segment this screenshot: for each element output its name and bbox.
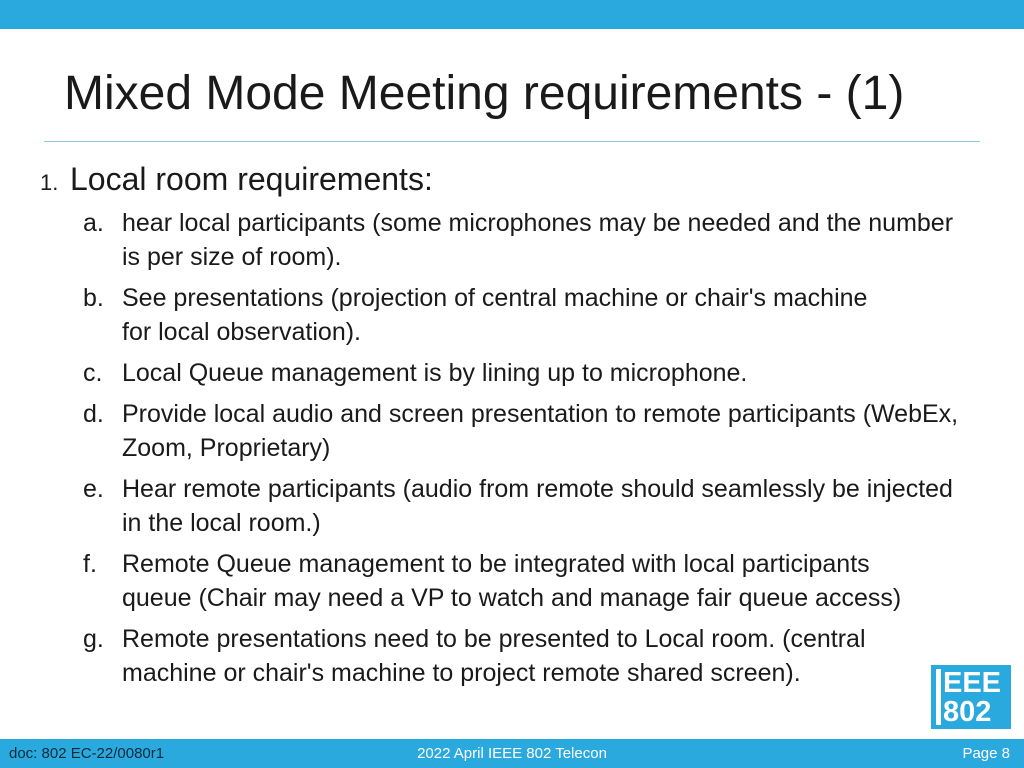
subitem-text: Remote Queue management to be integrated with local participants queue (Chair may need a VP to watch and manage fair queue access) bbox=[122, 550, 902, 612]
subitem-text: Remote presentations need to be presented to Local room. (central machine or chair's machine to project remote shared screen). bbox=[122, 625, 866, 687]
footer-center: 2022 April IEEE 802 Telecon bbox=[417, 745, 607, 762]
item-number: 1. bbox=[40, 170, 59, 195]
subitem-text: hear local participants (some microphones may be needed and the number is per size of room). bbox=[122, 209, 954, 271]
subitem-letter: b. bbox=[83, 284, 104, 312]
subitem-letter: c. bbox=[83, 359, 103, 387]
footer-doc-number: doc: 802 EC-22/0080r1 bbox=[9, 745, 165, 762]
subitem-text: Local Queue management is by lining up to microphone. bbox=[122, 359, 748, 387]
subitem-g bbox=[40, 622, 980, 690]
ieee-802-logo bbox=[931, 665, 1011, 729]
logo-text-top: EEE bbox=[943, 667, 1002, 699]
subitem-b bbox=[40, 281, 980, 349]
logo-text-bottom: 802 bbox=[943, 696, 992, 728]
subitem-letter: g. bbox=[83, 625, 104, 653]
subitem-c bbox=[40, 356, 980, 390]
subitem-text: See presentations (projection of central machine or chair's machine for local observation). bbox=[122, 284, 868, 346]
subitem-e bbox=[40, 472, 980, 540]
subitem-letter: d. bbox=[83, 400, 104, 428]
subitem-letter: a. bbox=[83, 209, 104, 237]
footer-bar bbox=[0, 739, 1024, 768]
subitem-a bbox=[40, 206, 980, 274]
subitem-letter: e. bbox=[83, 475, 104, 503]
footer-page-number: Page 8 bbox=[962, 745, 1010, 762]
list-item-local-room bbox=[40, 160, 980, 202]
requirements-sublist bbox=[40, 206, 980, 690]
title-divider bbox=[44, 141, 980, 142]
item-heading: Local room requirements: bbox=[70, 161, 433, 197]
slide-title: Mixed Mode Meeting requirements - (1) bbox=[64, 67, 905, 120]
subitem-letter: f. bbox=[83, 550, 97, 578]
subitem-f bbox=[40, 547, 980, 615]
top-accent-bar bbox=[0, 0, 1024, 29]
logo-bar bbox=[936, 669, 941, 725]
subitem-text: Provide local audio and screen presentation to remote participants (WebEx, Zoom, Proprietary) bbox=[122, 400, 959, 462]
slide-body bbox=[40, 160, 980, 690]
subitem-text: Hear remote participants (audio from remote should seamlessly be injected in the local room.) bbox=[122, 475, 953, 537]
subitem-d bbox=[40, 397, 980, 465]
